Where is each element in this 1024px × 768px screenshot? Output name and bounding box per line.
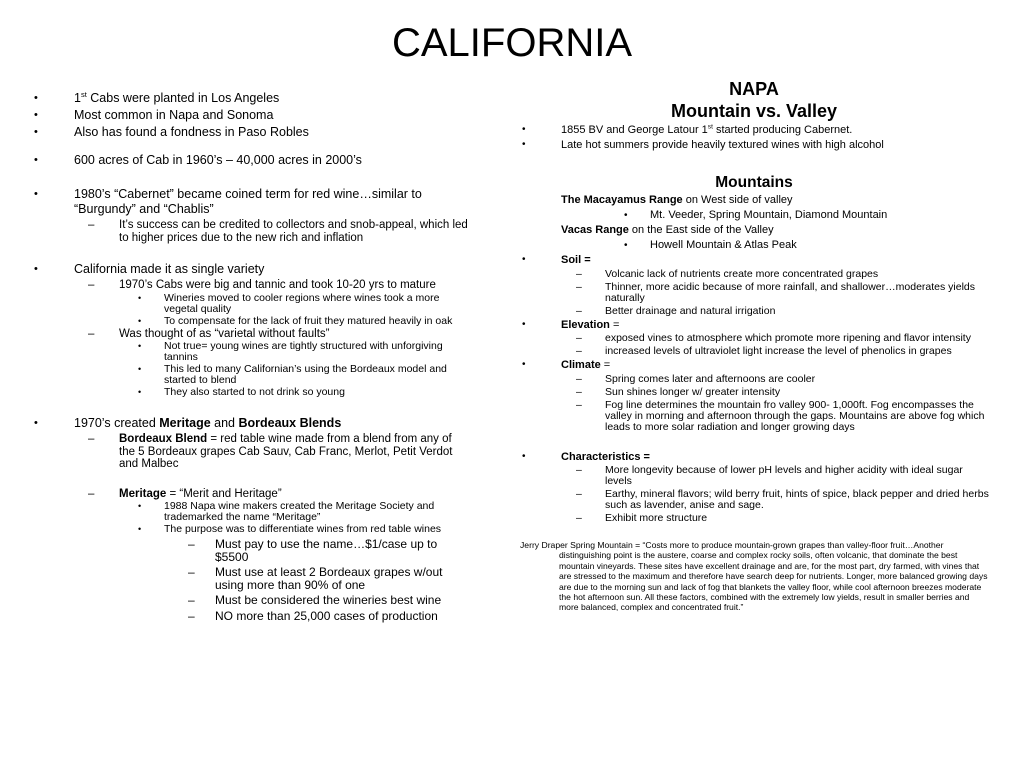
bullet-icon: • [34,188,38,200]
list-item: • Late hot summers provide heavily textured wines with high alcohol [522,138,884,151]
sub-sub-list-item: • The purpose was to differentiate wines from red table wines [138,523,442,535]
sub-list-item: – Was thought of as “varietal without faults” [88,327,330,340]
dash-icon: – [576,398,582,411]
bullet-icon: • [34,109,38,121]
sub-list-item: – It’s success can be credited to collectors and snob-appeal, which led to higher prices due to the new rich and inflation [88,219,468,244]
bullet-icon: • [138,341,142,351]
sub-sub-sub-list-item: – Must pay to use the name…$1/case up to $5500 [188,537,438,564]
sub-list-item: – 1970’s Cabs were big and tannic and took 10-20 yrs to mature [88,279,436,291]
range-mountains: • Howell Mountain & Atlas Peak [624,239,797,251]
dash-icon: – [188,565,195,579]
sub-sub-sub-list-item: – Must be considered the wineries best wine [188,593,442,607]
sub-sub-list-item: • This led to many Californian’s using the Bordeaux model and started to blend [138,363,447,386]
bullet-icon: • [522,318,526,330]
bullet-icon: • [34,154,38,166]
napa-heading: NAPA [729,79,779,99]
bullet-icon: • [138,387,142,397]
dash-icon: – [88,487,95,500]
draper-quote: Jerry Draper Spring Mountain = “Costs more to produce mountain-grown grapes than valley-floor fruit…Another distinguishing point is the austere, coarse and complex rocky soils, often volcanic, that dominate the best mountain vineyards. These sites have excellent drainage and are, for the most part, dry farmed, with vines that are stressed to the maximum and therefore have search deep for nutrients. Longer, more balanced growing days are due to the morning sun and lack of fog that blankets the valley floor, while cool afternoon breezes moderate the hot afternoon sun. All these factors, combined with the extremely low yields, result in smaller berries and more balanced, complex and concentrated fruit.” [520,540,988,613]
sub-list-item: – Meritage = “Merit and Heritage” [88,487,282,500]
bullet-icon: • [138,292,142,303]
sub-sub-list-item: • To compensate for the lack of fruit they matured heavily in oak [138,314,453,327]
slide-title: CALIFORNIA [391,21,633,65]
list-item: • 1st Cabs were planted in Los Angeles [34,89,280,105]
sub-sub-list-item: • 1988 Napa wine makers created the Meritage Society and trademarked the name “Meritage” [138,500,435,523]
bullet-icon: • [522,124,526,135]
list-item: • Soil = [522,254,591,266]
bullet-icon: • [138,315,142,326]
sub-list-item: – Bordeaux Blend = red table wine made from a blend from any of the 5 Bordeaux grapes Cab Sauv, Cab Franc, Merlot, Petit Verdot and Malbec [88,433,453,470]
sub-sub-list-item: • They also started to not drink so young [138,386,345,398]
sub-list-item: – Volcanic lack of nutrients create more concentrated grapes [576,267,879,280]
list-item: • Climate = [522,359,611,371]
dash-icon: – [576,280,582,293]
sub-list-item: – Spring comes later and afternoons are cooler [576,372,816,385]
dash-icon: – [188,593,195,607]
range-line: Vacas Range on the East side of the Valley [561,224,774,236]
sub-list-item: – Fog line determines the mountain fro valley 900- 1,000ft. Fog encompasses the valley in morning and afternoon through the gaps. Mountains are above fog which leads to more solar radiation and longer growing days [576,398,985,433]
sub-list-item: – Thinner, more acidic because of more rainfall, and shallower…moderates yields naturally [576,280,976,304]
napa-subheading: Mountain vs. Valley [670,101,838,121]
bullet-icon: • [522,254,526,265]
dash-icon: – [88,279,95,291]
dash-icon: – [576,332,582,344]
sub-sub-sub-list-item: – NO more than 25,000 cases of production [188,608,438,623]
bullet-icon: • [34,263,38,275]
dash-icon: – [576,345,582,357]
dash-icon: – [576,385,582,398]
bullet-icon: • [138,524,142,534]
dash-icon: – [88,219,95,231]
dash-icon: – [88,433,95,445]
sub-sub-list-item: • Wineries moved to cooler regions where wines took a more vegetal quality [138,291,440,315]
bullet-icon: • [522,450,526,462]
sub-list-item: – More longevity because of lower pH levels and higher acidity with ideal sugar levels [576,464,963,487]
right-column [519,78,989,613]
bullet-icon: • [34,126,38,138]
list-item: • Also has found a fondness in Paso Robles [34,125,309,139]
bullet-icon: • [34,417,38,429]
list-item: • 1970’s created Meritage and Bordeaux Blends [34,416,342,430]
list-item: • 1855 BV and George Latour 1st started producing Cabernet. [522,123,853,136]
sub-list-item: – Sun shines longer w/ greater intensity [576,385,781,398]
bullet-icon: • [624,210,628,221]
sub-sub-sub-list-item: – Must use at least 2 Bordeaux grapes w/out using more than 90% of one [188,565,443,592]
sub-sub-list-item: • Not true= young wines are tightly structured with unforgiving tannins [138,340,443,363]
bullet-icon: • [624,240,628,251]
bullet-icon: • [138,364,142,374]
bullet-icon: • [522,138,526,150]
sub-list-item: – exposed vines to atmosphere which promote more ripening and flavor intensity [576,332,971,344]
dash-icon: – [576,304,582,317]
list-item: • California made it as single variety [34,262,265,276]
list-item: • Elevation = [522,318,620,331]
list-item: • 600 acres of Cab in 1960’s – 40,000 acres in 2000’s [34,153,362,167]
dash-icon: – [188,608,195,623]
range-mountains: • Mt. Veeder, Spring Mountain, Diamond Mountain [624,209,888,221]
dash-icon: – [576,488,582,500]
dash-icon: – [576,372,582,385]
bullet-icon: • [34,92,38,104]
mountains-heading: Mountains [715,174,793,191]
left-column [30,89,470,625]
dash-icon: – [576,267,582,280]
dash-icon: – [188,537,195,551]
sub-list-item: – increased levels of ultraviolet light increase the level of phenolics in grapes [576,345,952,357]
dash-icon: – [88,327,95,340]
list-item: • Most common in Napa and Sonoma [34,108,274,122]
dash-icon: – [576,512,582,524]
sub-list-item: – Exhibit more structure [576,512,708,524]
range-line: The Macayamus Range on West side of valley [561,194,793,206]
list-item: • 1980’s “Cabernet” became coined term for red wine…similar to “Burgundy” and “Chablis” [34,187,422,216]
list-item: • Characteristics = [522,450,650,463]
sub-list-item: – Better drainage and natural irrigation [576,304,776,317]
bullet-icon: • [138,501,142,511]
dash-icon: – [576,464,582,476]
sub-list-item: – Earthy, mineral flavors; wild berry fruit, hints of spice, black pepper and dried herbs such as lavender, anise and sage. [576,488,989,511]
bullet-icon: • [522,359,526,370]
